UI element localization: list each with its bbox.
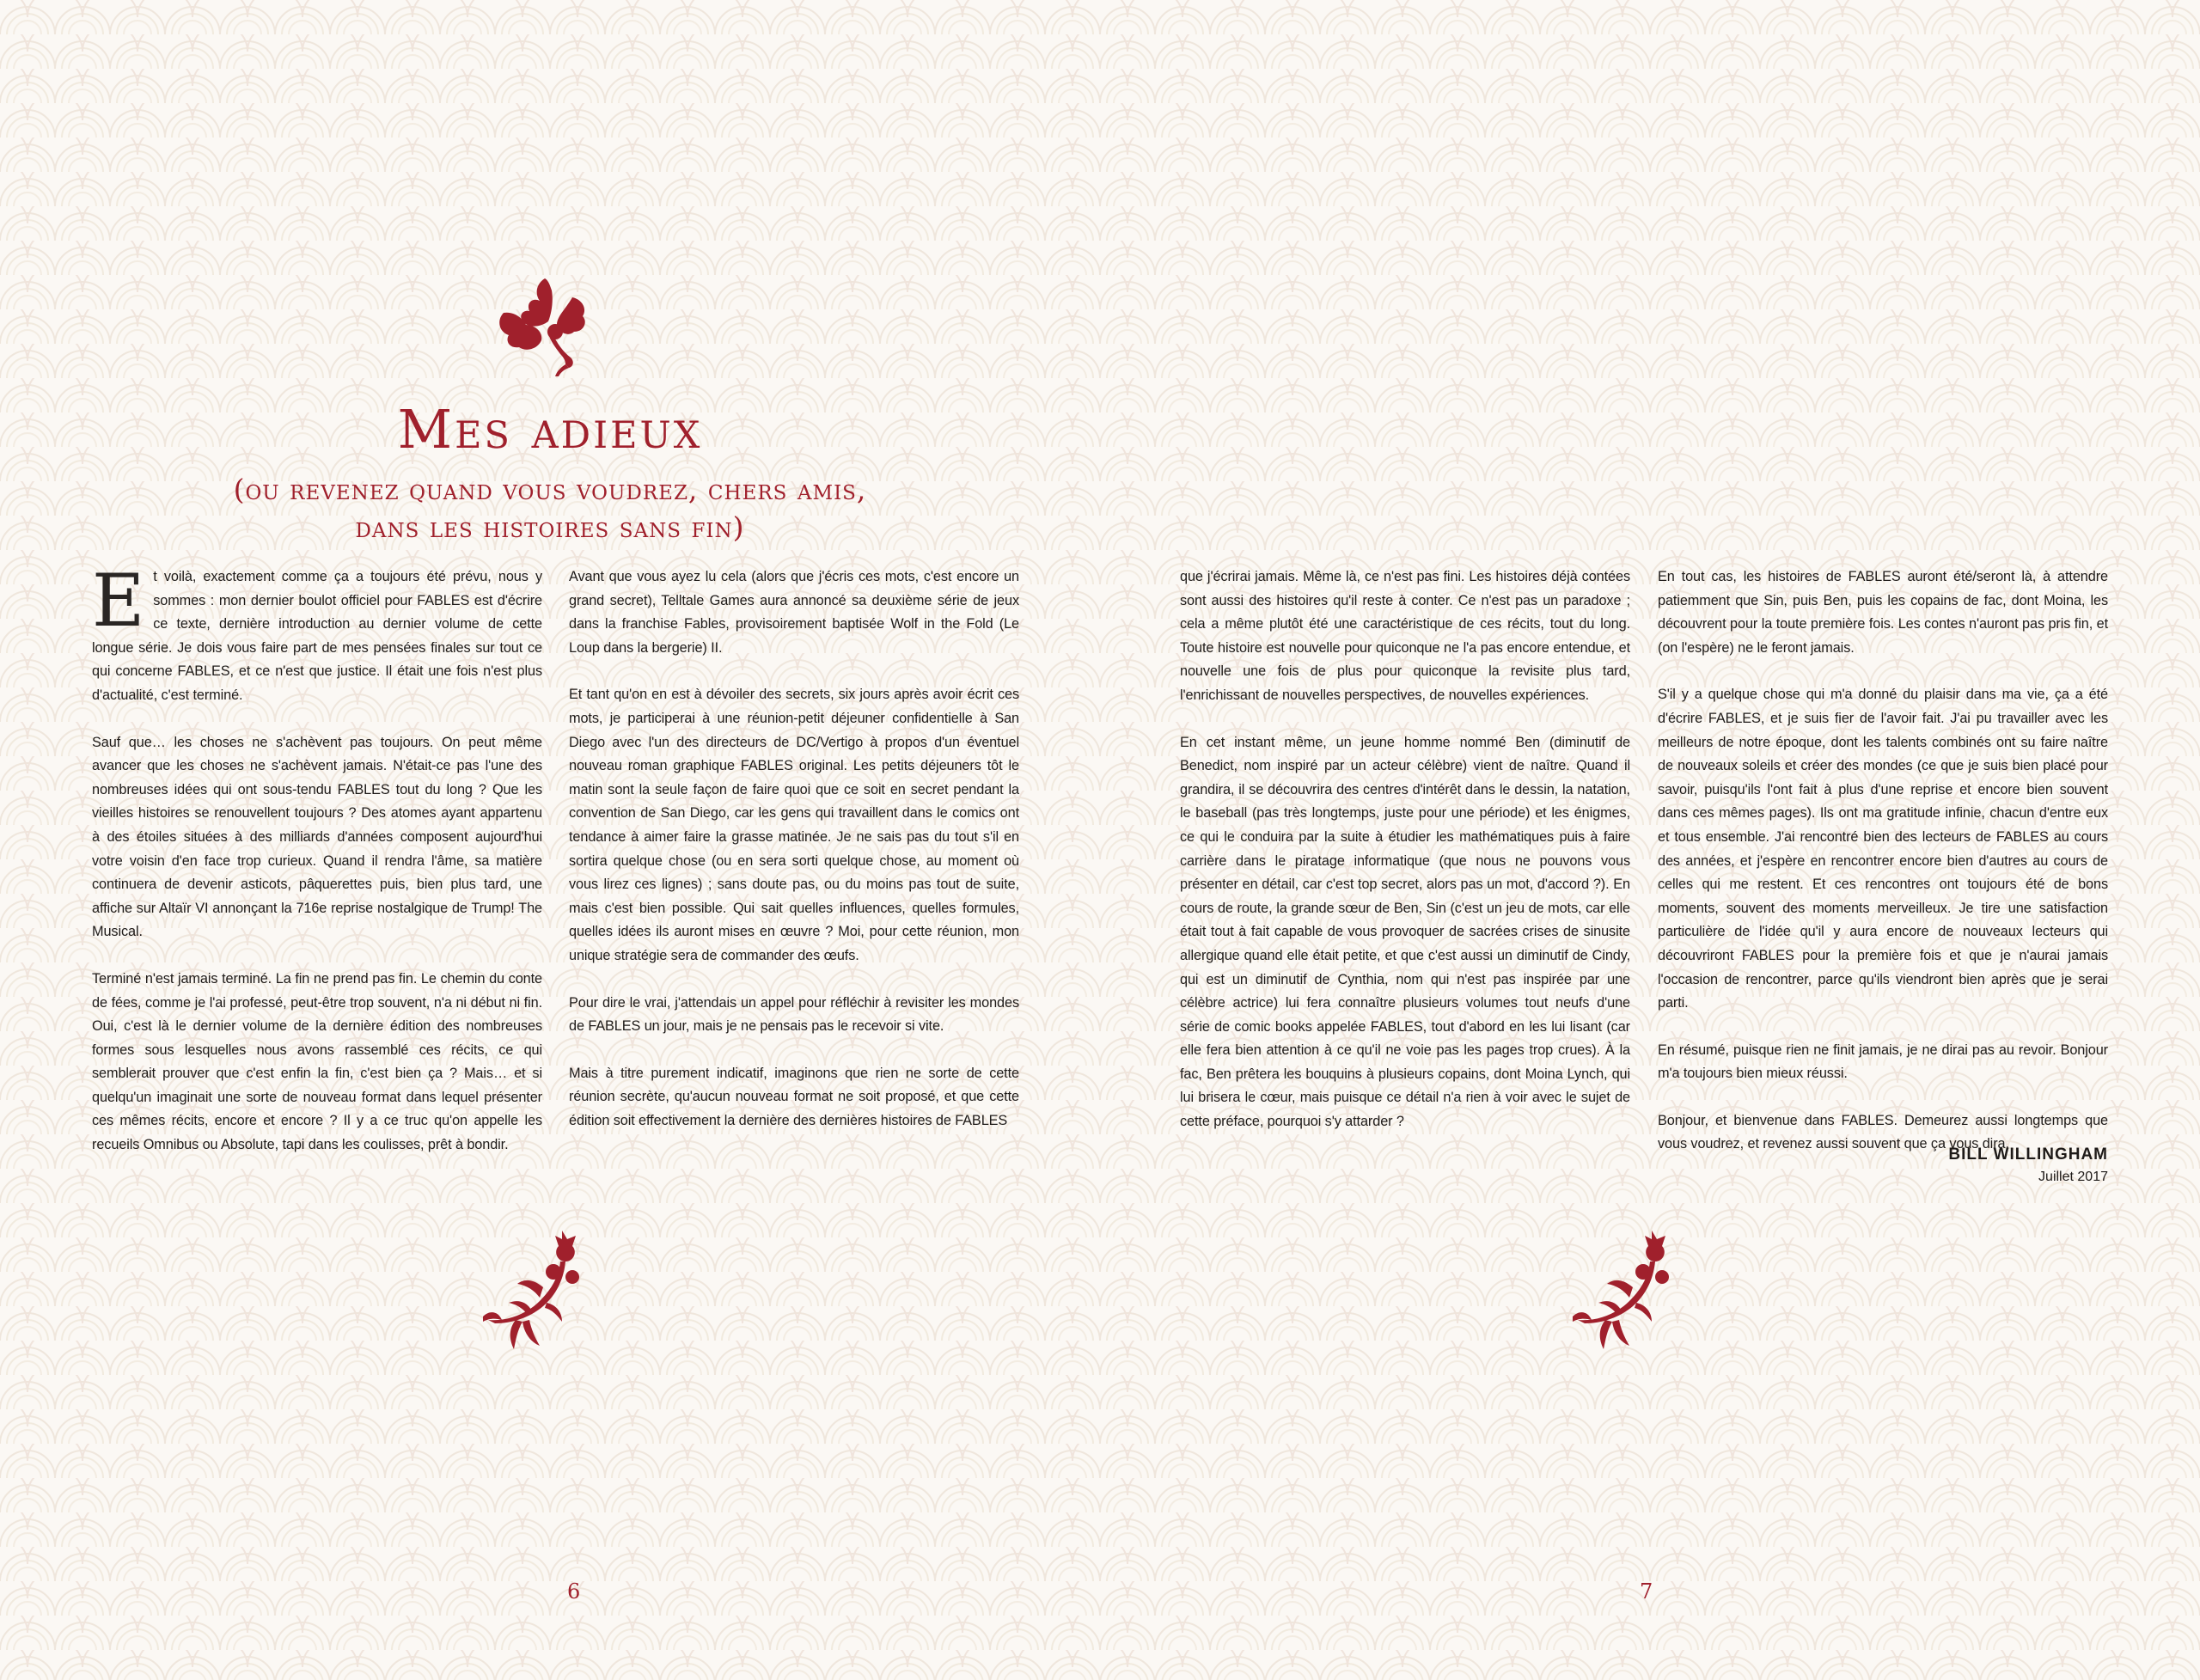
text-column-4 — [1658, 565, 2108, 1180]
paragraph — [92, 559, 542, 708]
paragraph: Mais à titre purement indicatif, imaginons que rien ne sorte de cette réunion secrète, qu'aucun nouveau format ne soit proposé, et que cette édition soit effectivement la dernière des dernières histoires de FABLES — [569, 1065, 1019, 1128]
floral-sprig-ornament-icon — [483, 1227, 590, 1354]
page-title: Mes adieux — [397, 398, 703, 461]
paragraph: Terminé n'est jamais terminé. La fin ne prend pas fin. Le chemin du conte de fées, comme je l'ai professé, peut-être trop souvent, n'a ni début ni fin. Oui, c'est là le dernier volume de la dernière édition des nombreuses formes sous lesquelles nous avons rassemblé ces récits, ce qui semblerait prouver que c'est enfin la fin, c'est bien ça ? Mais… et si quelqu'un imaginait une sorte de nouveau format dans lequel présenter ces mêmes récits, encore et encore ? Il y a ce truc qu'on appelle les recueils Omnibus ou Absolute, tapi dans les coulisses, prêt à bondir. — [92, 970, 542, 1153]
page-number-right: 7 — [1640, 1579, 1653, 1604]
paragraph: Avant que vous ayez lu cela (alors que j'écris ces mots, c'est encore un grand secret), Telltale Games aura annoncé sa deuxième série de jeux dans la franchise Fables, provisoirement baptisée Wolf in the Fold (Le Loup dans la bergerie) II. — [569, 569, 1019, 656]
floral-sprig-ornament-icon — [1573, 1227, 1679, 1354]
oak-leaf-ornament-icon — [492, 272, 603, 378]
paragraph: En résumé, puisque rien ne finit jamais, je ne dirai pas au revoir. Bonjour m'a toujours bien mieux réussi. — [1658, 1042, 2108, 1082]
text-column-2 — [569, 565, 1019, 1156]
paragraph: En tout cas, les histoires de FABLES auront été/seront là, à attendre patiemment que Sin, puis Ben, puis les copains de fac, dont Moina, les découvrent pour la toute première fois. Les contes n'auront pas pris fin, et (on l'espère) ne le feront jamais. — [1658, 569, 2108, 656]
page-number-left: 6 — [567, 1579, 581, 1604]
subtitle-line-1: (ou revenez quand vous voudrez, chers amis, — [233, 473, 867, 506]
page-subtitle — [138, 471, 962, 547]
paragraph: Bonjour, et bienvenue dans FABLES. Demeurez aussi longtemps que vous voudrez, et revenez aussi souvent que ça vous dira. — [1658, 1112, 2108, 1152]
text-column-1 — [92, 559, 542, 1181]
paragraph: que j'écrirai jamais. Même là, ce n'est pas fini. Les histoires déjà contées sont aussi des histoires qu'il reste à conter. Ce n'est pas un paradoxe ; cela a même plutôt été une caractéristique de ces récits, tout du long. Toute histoire est nouvelle pour quiconque ne l'a pas encore entendue, et nouvelle une fois de plus pour quiconque la revisite plus tard, l'enrichissant de nouvelles perspectives, de nouvelles expériences. — [1180, 569, 1630, 703]
paragraph: Pour dire le vrai, j'attendais un appel pour réfléchir à revisiter les mondes de FABLES un jour, mais je ne pensais pas le recevoir si vite. — [569, 994, 1019, 1035]
text-column-3 — [1180, 565, 1630, 1158]
paragraph: S'il y a quelque chose qui m'a donné du plaisir dans ma vie, ça a été d'écrire FABLES, et je suis fier de l'avoir fait. J'ai pu travailler avec les meilleurs de notre époque, dont les talents combinés ont su faire naître de nouveaux soleils et créer des mondes (ce que je suis bien placé pour savoir, puisqu'ils l'ont fait à plus d'une reprise et encore bien souvent dans ces mêmes pages). Ils ont ma gratitude infinie, chacun d'entre eux et tous ensemble. J'ai rencontré bien des lecteurs de FABLES au cours des années, et j'espère en rencontrer encore bien d'autres au cours de celles qui me restent. Et ces rencontres ont toujours été de bons moments, souvent des moments merveilleux. Je tire une satisfaction particulière de l'idée qu'il y aura encore de nouveaux lecteurs qui découvriront FABLES pour la première fois et que je n'aurai jamais l'occasion de rencontrer, parce qu'ils viendront bien après que je serai parti. — [1658, 687, 2108, 1011]
paragraph: Sauf que… les choses ne s'achèvent pas toujours. On peut même avancer que les choses ne s'achèvent jamais. N'était-ce pas l'une des nombreuses idées qui ont sous-tendu FABLES tout du long ? Que les vieilles histoires se renouvellent toujours ? Des atomes ayant appartenu à des étoiles situées à des milliards d'années composent aujourd'hui votre voisin d'en face trop curieux. Quand il rendra l'âme, sa matière continuera de devenir asticots, pâquerettes puis, bien plus tard, une affiche sur Altaïr VI annonçant la 716e reprise nostalgique de Trump! The Musical. — [92, 734, 542, 940]
paragraph: Et tant qu'on en est à dévoiler des secrets, six jours après avoir écrit ces mots, je participerai à une réunion-petit déjeuner confidentielle à San Diego avec l'un des directeurs de DC/Vertigo à propos d'un éventuel nouveau roman graphique FABLES original. Les petits déjeuners tôt le matin sont la seule façon de faire quoi que ce soit en secret pendant la convention de San Diego, car les gens qui travaillent dans le comics ont tendance à aimer faire la grasse matinée. Je ne sais pas du tout s'il en sortira quelque chose (ou en sera sorti quelque chose, au moment où vous lirez ces lignes) ; sans doute pas, ou du moins pas tout de suite, mais c'est bien possible. Qui sait quelles influences, quelles formules, quelles idées ils auront mises en œuvre ? Moi, pour cette réunion, mon unique stratégie sera de commander des œufs. — [569, 687, 1019, 963]
author-signature: BILL WILLINGHAM — [1948, 1145, 2108, 1164]
paragraph-text: t voilà, exactement comme ça a toujours été prévu, nous y sommes : mon dernier boulot officiel pour FABLES est d'écrire ce texte, dernière introduction au dernier volume de cette longue série. Je dois vous faire part de mes pensées finales sur tout ce qui concerne FABLES, et ce n'est que justice. Il était une fois n'est plus d'actualité, c'est terminé. — [92, 569, 542, 703]
right-page — [1100, 0, 2200, 1680]
subtitle-line-2: dans les histoires sans fin) — [355, 510, 745, 544]
signature-date: Juillet 2017 — [2038, 1170, 2108, 1184]
drop-cap: E — [92, 559, 145, 643]
paragraph: En cet instant même, un jeune homme nommé Ben (diminutif de Benedict, nom inspiré par un acteur célèbre) vient de naître. Quand il grandira, il se découvrira des centres d'intérêt dans le dessin, la natation, le baseball (pas très longtemps, juste pour une période) et les énigmes, ce qui le conduira par la suite à étudier les mathématiques puis à faire carrière dans le piratage informatique (que nous ne pouvons vous présenter en détail, car c'est top secret, alors pas un mot, d'accord ?). En cours de route, la grande sœur de Ben, Sin (c'est un jeu de mots, car elle était tout à fait capable de vous provoquer de sacrées crises de sinusite allergique quand elle était petite, et que c'est aussi un diminutif de Cindy, qui est un diminutif de Cynthia, nom qui n'est pas inspirée par une célèbre actrice) lui fera connaître plusieurs volumes tout neufs d'une série de comic books appelée FABLES, tout d'abord en les lui lisant (car elle fera bien attention à ce qu'il ne voie pas les pages trop crues). À la fac, Ben prêtera les bouquins à plusieurs copains, dont Moina Lynch, qui lui brisera le cœur, mais puisque ce détail n'a rien à voir avec le sujet de cette préface, pourquoi s'y attarder ? — [1180, 734, 1630, 1130]
